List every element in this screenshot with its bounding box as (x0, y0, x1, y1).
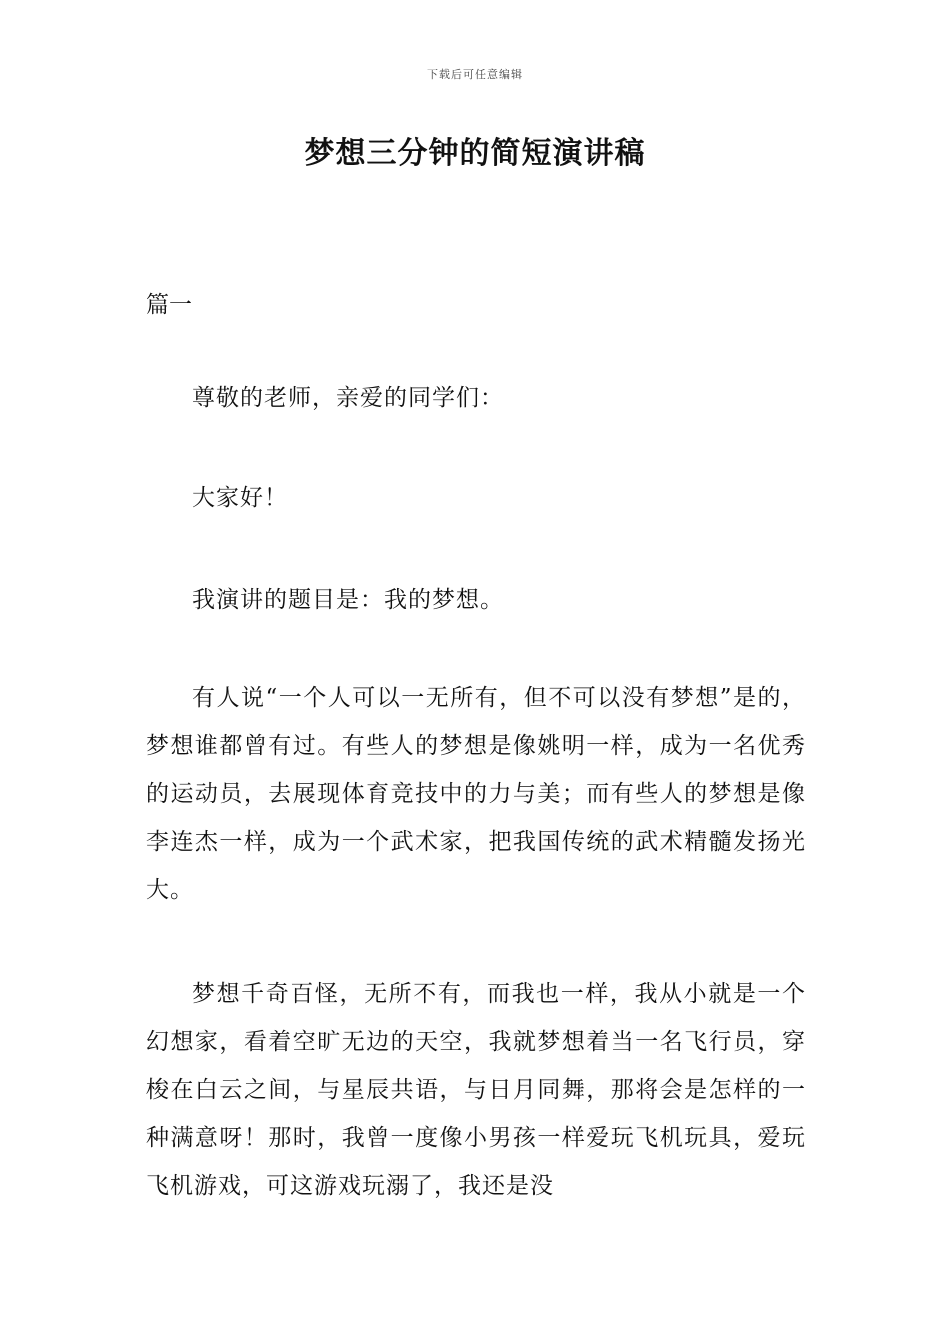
paragraph-greeting: 尊敬的老师，亲爱的同学们： (192, 385, 504, 411)
paragraph-hello: 大家好！ (192, 485, 288, 511)
paragraph-body-1: 有人说“一个人可以一无所有，但不可以没有梦想”是的，梦想谁都曾有过。有些人的梦想是像姚明一样，成为一名优秀的运动员，去展现体育竞技中的力与美；而有些人的梦想是像李连杰一样，成为一个武术家，把我国传统的武术精髓发扬光大。 (146, 685, 806, 903)
section-label: 篇一 (146, 292, 192, 318)
document-title: 梦想三分钟的简短演讲稿 (304, 136, 646, 171)
paragraph-body-2: 梦想千奇百怪，无所不有，而我也一样，我从小就是一个幻想家，看着空旷无边的天空，我就梦想着当一名飞行员，穿梭在白云之间，与星辰共语，与日月同舞，那将会是怎样的一种满意呀！那时，我曾一度像小男孩一样爱玩飞机玩具，爱玩飞机游戏，可这游戏玩溺了，我还是没 (146, 981, 806, 1199)
header-note: 下载后可任意编辑 (427, 68, 523, 81)
paragraph-topic: 我演讲的题目是：我的梦想。 (192, 587, 504, 613)
